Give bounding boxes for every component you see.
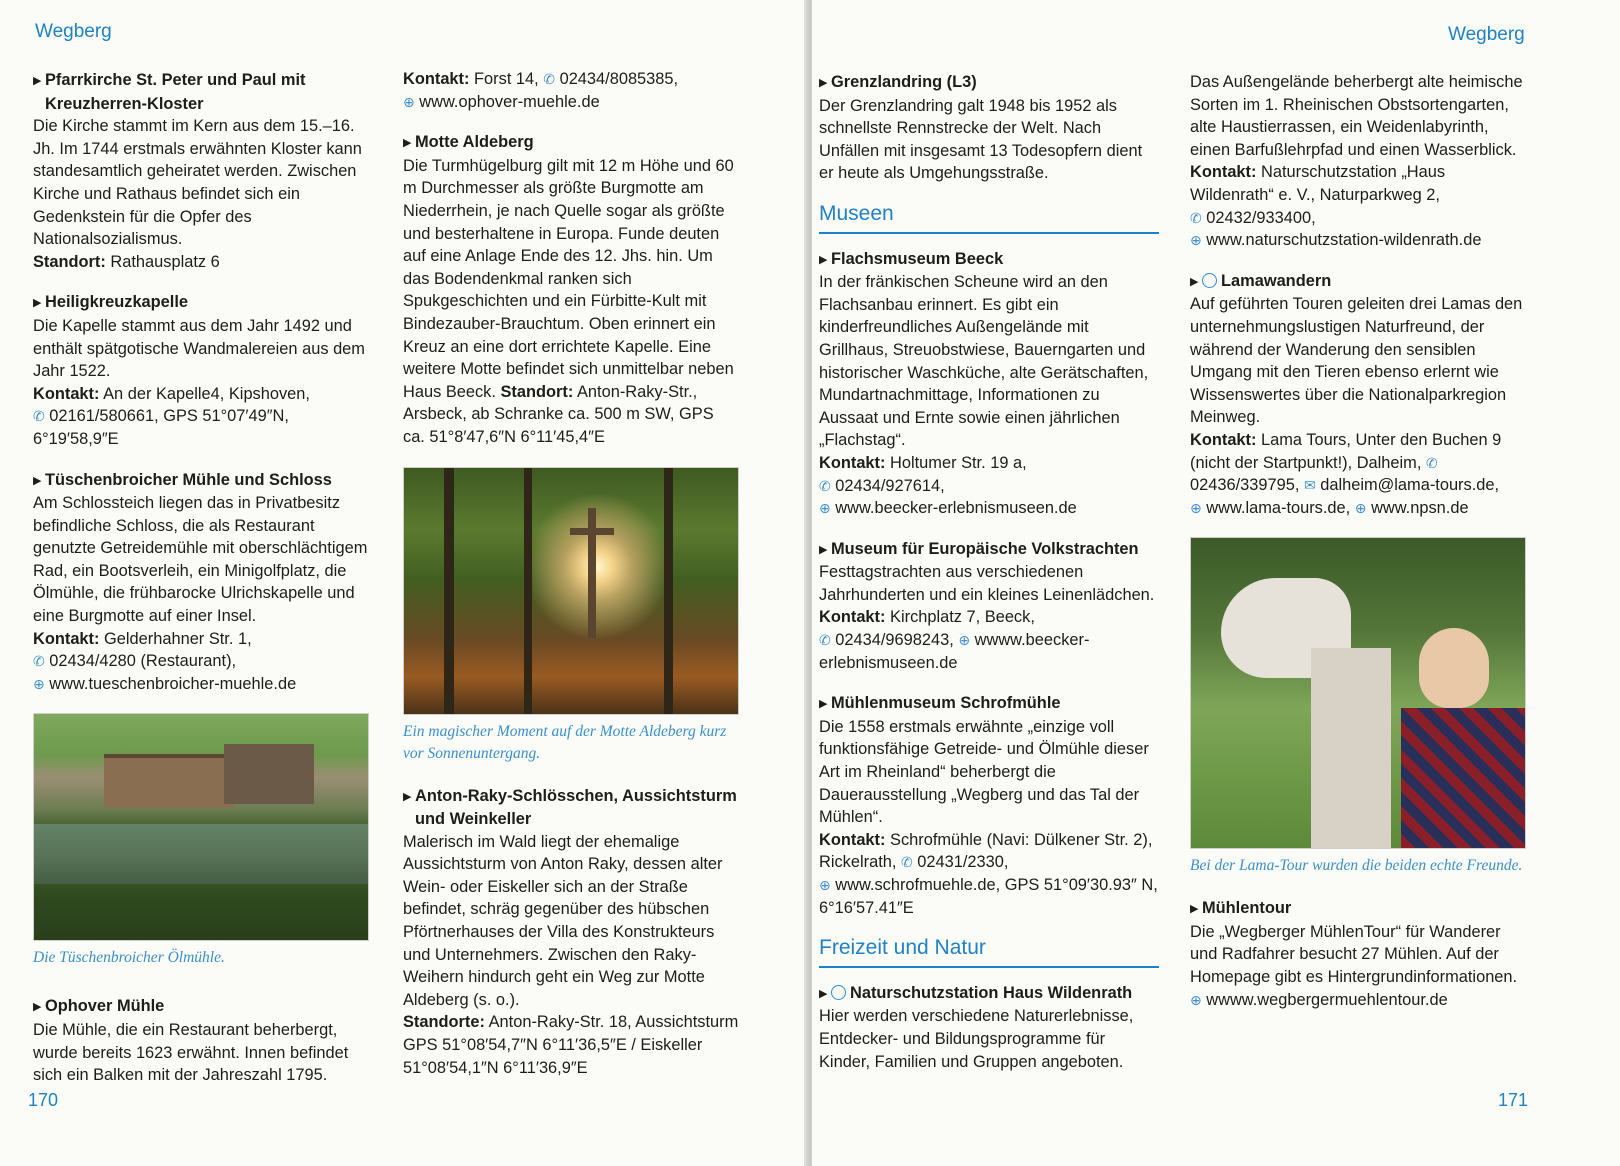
bullet-icon: ▶: [1190, 275, 1199, 288]
entry-text: Am Schlossteich liegen das in Privatbesitz befindliche Schloss, die als Restaurant genutzte Getreidemühle mit oberschlächtigem Rad, ein Bootsverleih, ein Minigolfplatz, die Ölmühle, die frühbarocke Ulrichskapelle und eine Burgmotte auf einer Insel.: [33, 494, 368, 626]
section-heading-freizeit: Freizeit und Natur: [819, 937, 1159, 968]
entry-title: ▶ Grenzlandring (L3): [819, 71, 1159, 95]
photo-lama-image: [1190, 537, 1526, 849]
entry-text: Hier werden verschiedene Naturerlebnisse, Entdecker- und Bildungsprogramme für Kinder, Familien und Gruppen angeboten.: [819, 1007, 1134, 1071]
entry-grenzlandring: [819, 71, 1159, 185]
entry-contact: Kontakt: Lama Tours, Unter den Buchen 9 (nicht der Startpunkt!), Dalheim, ✆ 02436/339795, ✉ dalheim@lama-tours.de, ⊕ www.lama-tours.de, ⊕ www.npsn.de: [1190, 430, 1502, 517]
website-link[interactable]: www.ophover-muehle.de: [419, 92, 600, 111]
entry-muehlentour: [1190, 897, 1530, 1011]
entry-text: Das Außengelände beherbergt alte heimische Sorten im 1. Rheinischen Obstsortengarten, alte Haustierrassen, ein Weidenlabyrinth, einen Barfußlehrpfad und einen Wasserblick.: [1190, 73, 1523, 159]
entry-title: ▶ Tüschenbroicher Mühle und Schloss: [33, 469, 373, 493]
bullet-icon: ▶: [819, 253, 828, 266]
entry-naturschutzstation-cont: [1190, 71, 1530, 252]
entry-title: ▶ Motte Aldeberg: [403, 131, 739, 155]
website-link[interactable]: wwww.beecker-erlebnismuseen.de: [819, 631, 1090, 672]
entry-ophover-contact: Kontakt: Forst 14, ✆ 02434/8085385, ⊕ www.ophover-muehle.de: [403, 70, 679, 111]
photo-lama: [1190, 537, 1530, 877]
web-icon: ⊕: [958, 632, 971, 649]
entry-naturschutzstation: [819, 982, 1159, 1073]
cross-beam-shape: [570, 528, 614, 535]
phone-icon: ✆: [819, 477, 831, 494]
tree-trunk-shape: [524, 468, 532, 714]
bullet-icon: ▶: [819, 987, 828, 1000]
entry-text: Die Kapelle stammt aus dem Jahr 1492 und enthält spätgotische Wandmalereien aus dem Jahr 1522.: [33, 316, 365, 381]
mail-icon: ✉: [1303, 477, 1316, 494]
girl-face-shape: [1419, 628, 1489, 708]
bullet-icon: ▶: [33, 297, 42, 310]
tree-trunk-shape: [664, 468, 673, 714]
entry-anton-raky: [403, 785, 739, 1080]
entry-contact: Kontakt: Gelderhahner Str. 1, ✆ 02434/4280 (Restaurant), ⊕ www.tueschenbroicher-muehle.de: [33, 629, 297, 693]
photo-oelmuehle: [33, 713, 373, 969]
mill-building-shape: [104, 754, 234, 808]
entry-title: ▶ Mühlenmuseum Schrofmühle: [819, 692, 1159, 716]
photo-mill-image: [33, 713, 369, 941]
entry-text: Die 1558 erstmals erwähnte „einzige voll funktionsfähige Getreide- und Ölmühle dieser Art im Rheinland“ beherbergt die Dauerausstellung „Wegberg und das Tal der Mühlen“.: [819, 717, 1149, 827]
entry-contact: Kontakt: Naturschutzstation „Haus Wildenrath“ e. V., Naturparkweg 2, ✆ 02432/933400, ⊕ www.naturschutzstation-wildenrath.de: [1190, 163, 1482, 250]
entry-text: Die Mühle, die ein Restaurant beherbergt, wurde bereits 1623 erwähnt. Innen befindet sich ein Balken mit der Jahreszahl 1795.: [33, 1021, 349, 1085]
bullet-icon: ▶: [403, 137, 412, 150]
mill-roof-shape: [224, 744, 314, 804]
entry-contact: Kontakt: Holtumer Str. 19 a, ✆ 02434/927614, ⊕ www.beecker-erlebnismuseen.de: [819, 453, 1077, 518]
page-number-left: 170: [28, 1090, 59, 1110]
girl-jacket-shape: [1401, 708, 1525, 848]
entry-title: ▶ Museum für Europäische Volkstrachten: [819, 538, 1159, 562]
phone-icon: ✆: [1190, 209, 1202, 226]
highlight-marker-icon: [831, 985, 846, 1000]
entry-contact: Kontakt: Schrofmühle (Navi: Dülkener Str. 2), Rickelrath, ✆ 02431/2330, ⊕ www.schrofmuehle.de, GPS 51°09′30.93″ N, 6°16′57.41″E: [819, 830, 1158, 917]
photo-caption: Die Tüschenbroicher Ölmühle.: [33, 949, 225, 967]
photo-forest-image: [403, 467, 739, 715]
entry-tueschenbroich: [33, 469, 373, 696]
entry-title: ▶ Mühlentour: [1190, 897, 1530, 921]
page-number-right: 171: [1498, 1090, 1529, 1110]
bullet-icon: ▶: [33, 75, 42, 87]
left-page: [0, 0, 808, 1166]
website-link[interactable]: www.schrofmuehle.de, GPS 51°09′30.93″ N, 6°16′57.41″E: [819, 876, 1158, 917]
web-icon: ⊕: [819, 877, 831, 893]
lama-neck-shape: [1311, 648, 1391, 848]
web-icon: ⊕: [1190, 991, 1202, 1008]
entry-text: Der Grenzlandring galt 1948 bis 1952 als schnellste Rennstrecke der Welt. Nach Unfällen mit insgesamt 13 Todesopfern dient er heute als Umgehungsstraße.: [819, 96, 1143, 183]
entry-pfarrkirche: [33, 69, 373, 273]
entry-title: ▶ Ophover Mühle: [33, 995, 373, 1019]
photo-caption: Bei der Lama-Tour wurden die beiden echte Freunde.: [1190, 857, 1523, 875]
web-icon: ⊕: [1190, 232, 1202, 249]
bullet-icon: ▶: [33, 474, 42, 487]
entry-title: ▶ Pfarrkirche St. Peter und Paul mit Kreuzherren-Kloster: [33, 71, 306, 113]
entry-schrofmuehle: [819, 692, 1159, 919]
phone-icon: ✆: [819, 632, 831, 649]
entry-motte-aldeberg: ▶ Motte Aldeberg Die Turmhügelburg gilt mit 12 m Höhe und 60 m Durchmesser als größte Burgmotte am Niederrhein, je nach Quelle sogar als größte und besterhaltene in Europa. Funde deuten auf eine Anlage Ende des 12. Jhs. hin. Um das Bodendenkmal ranken sich Spukgeschichten und ein Fürbitte-Kult mit Bindezauber-Brauchtum. Oben erinnert ein Kreuz an eine dort errichtete Kapelle. Eine weitere Motte befindet sich unmittelbar neben Haus Beeck. Standort: Anton-Raky-Str., Arsbeck, ab Schranke ca. 500 m SW, GPS ca. 51°8′47,6″N 6°11′45,4″E: [403, 131, 739, 448]
running-head-left: Wegberg: [35, 21, 112, 42]
phone-icon: ✆: [33, 653, 45, 670]
entry-text: In der fränkischen Scheune wird an den Flachsanbau erinnert. Es gibt ein kinderfreundliches Außengelände mit Grillhaus, Streuobstwiese, Bauerngarten und historischer Waschküche, alte Gerätschaften, Mundartnachmittage, Informationen zu Aussaat und Ernte sowie einen jährlichen „Flachstag“.: [819, 273, 1149, 450]
pond-shape: [34, 824, 368, 884]
bullet-icon: ▶: [819, 698, 828, 711]
website-link[interactable]: www.naturschutzstation-wildenrath.de: [1206, 231, 1482, 250]
entry-location: Standorte: Anton-Raky-Str. 18, Aussichtsturm GPS 51°08′54,7″N 6°11′36,5″E / Eiskeller 51°08′54,1″N 6°11′36,9″E: [403, 1013, 739, 1077]
photo-motte: [403, 467, 739, 765]
phone-icon: ✆: [901, 854, 913, 871]
web-icon: ⊕: [1190, 499, 1202, 516]
phone-icon: ✆: [33, 408, 45, 425]
web-icon: ⊕: [33, 675, 45, 692]
entry-heiligkreuzkapelle: [33, 291, 373, 450]
bullet-icon: ▶: [403, 790, 412, 803]
entry-text: Malerisch im Wald liegt der ehemalige Aussichtsturm von Anton Raky, dessen alter Wein- oder Eiskeller sich an der Straße befindet, schräg gegenüber des hübschen Pförtnerhauses der Villa des Konstrukteurs und Unternehmers. Zwischen den Raky-Weihern hindurch geht ein Weg zur Motte Aldeberg (s. o.).: [403, 832, 723, 1009]
tree-trunk-shape: [444, 468, 454, 714]
entry-text: Die Turmhügelburg gilt mit 12 m Höhe und 60 m Durchmesser als größte Burgmotte am Niederrhein, je nach Quelle sogar als größte und besterhaltene in Europa. Funde deuten auf eine Anlage Ende des 12. Jhs. hin. Um das Bodendenkmal ranken sich Spukgeschichten und ein Fürbitte-Kult mit Bindezauber-Brauchtum. Oben erinnert ein Kreuz an eine dort errichtete Kapelle. Eine weitere Motte befindet sich unmittelbar neben Haus Beeck.: [403, 156, 734, 401]
bullet-icon: ▶: [1190, 903, 1199, 916]
entry-title: ▶ Flachsmuseum Beeck: [819, 248, 1159, 272]
entry-text: Die Kirche stammt im Kern aus dem 15.–16. Jh. Im 1744 erstmals erwähnten Kloster kann standesamtlich geheiratet werden. Zwischen Kirche und Rathaus befindet sich ein Gedenkstein für die Opfer des Nationalsozialismus.: [33, 117, 362, 249]
running-head-right: Wegberg: [1448, 24, 1525, 45]
bullet-icon: ▶: [819, 543, 828, 556]
website-link[interactable]: www.npsn.de: [1371, 498, 1469, 517]
entry-title: ▶ Naturschutzstation Haus Wildenrath: [819, 982, 1159, 1006]
bullet-icon: ▶: [33, 1001, 42, 1014]
entry-flachsmuseum: [819, 248, 1159, 520]
entry-title: ▶ Anton-Raky-Schlösschen, Aussichtsturm und Weinkeller: [403, 786, 737, 829]
web-icon: ⊕: [1354, 499, 1367, 516]
web-icon: ⊕: [403, 93, 415, 110]
entry-volkstrachten: [819, 538, 1159, 675]
column-2: [403, 68, 739, 1097]
section-heading-museen: Museen: [819, 203, 1159, 234]
entry-text: Die „Wegberger MühlenTour“ für Wanderer und Radfahrer besucht 27 Mühlen. Auf der Homepage gibt es Hintergrundinformationen.: [1190, 922, 1518, 987]
column-3: [819, 71, 1159, 1091]
right-page: [812, 0, 1620, 1166]
photo-caption: Ein magischer Moment auf der Motte Aldeberg kurz vor Sonnenuntergang.: [403, 722, 727, 762]
website-link[interactable]: wwww.wegbergermuehlentour.de: [1206, 990, 1448, 1009]
entry-title: ▶ Heiligkreuzkapelle: [33, 291, 373, 315]
bullet-icon: ▶: [819, 77, 828, 89]
entry-text: Festtagstrachten aus verschiedenen Jahrhunderten und ein kleines Leinenlädchen.: [819, 563, 1155, 604]
email-link[interactable]: dalheim@lama-tours.de,: [1320, 476, 1500, 495]
website-link[interactable]: www.lama-tours.de,: [1206, 498, 1351, 517]
web-icon: ⊕: [819, 500, 831, 517]
website-link[interactable]: www.tueschenbroicher-muehle.de: [49, 674, 297, 693]
entry-location: Standort: Rathausplatz 6: [33, 252, 220, 271]
highlight-marker-icon: [1202, 273, 1217, 288]
entry-lamawandern: [1190, 270, 1530, 520]
column-4: [1190, 71, 1530, 1029]
column-1: [33, 69, 373, 1105]
entry-title: ▶ Lamawandern: [1190, 270, 1530, 294]
website-link[interactable]: www.beecker-erlebnismuseen.de: [835, 499, 1077, 518]
entry-contact: Kontakt: Kirchplatz 7, Beeck, ✆ 02434/9698243, ⊕ wwww.beecker-erlebnismuseen.de: [819, 608, 1090, 672]
phone-icon: ✆: [1425, 454, 1438, 471]
entry-contact: Kontakt: An der Kapelle4, Kipshoven, ✆ 02161/580661, GPS 51°07′49″N, 6°19′58,9″E: [33, 384, 310, 448]
entry-ophover: [33, 995, 373, 1086]
entry-text: Auf geführten Touren geleiten drei Lamas den unternehmungslustigen Naturfreund, der während der Wanderung den sensiblen Umgang mit den Tieren ebenso erlernt wie Wissenswertes über die Nationalparkregion Meinweg.: [1190, 295, 1523, 427]
phone-icon: ✆: [543, 71, 556, 87]
